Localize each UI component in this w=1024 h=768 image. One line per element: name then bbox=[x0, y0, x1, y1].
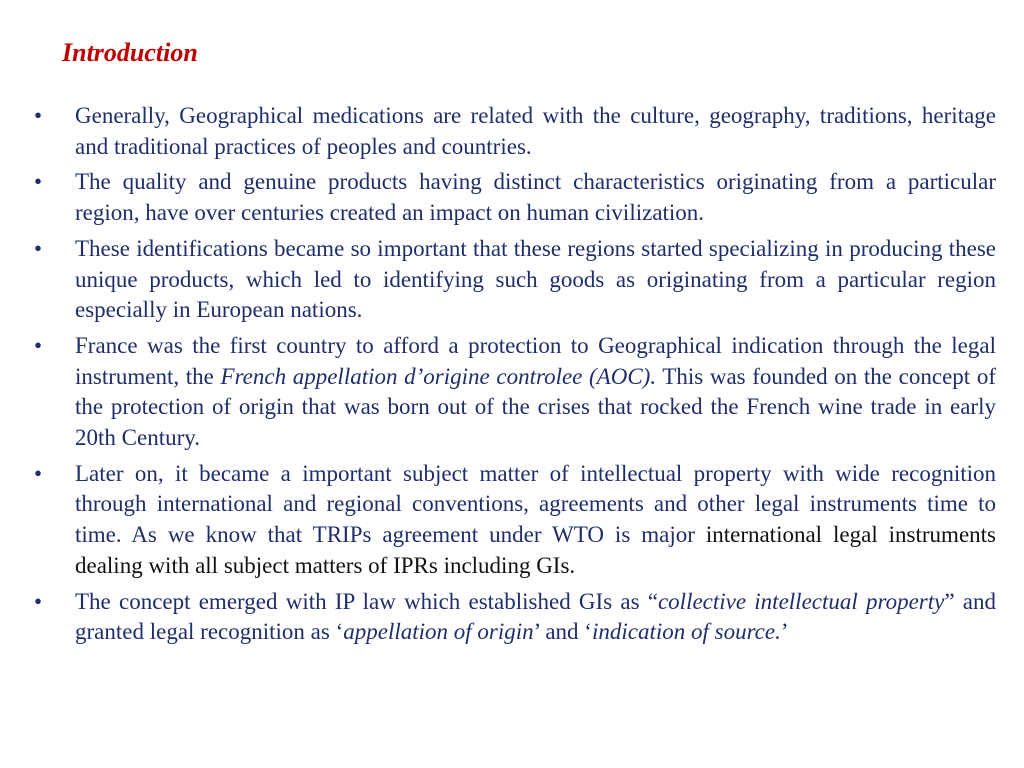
bullet-text: Later on, it became a important subject matter of intellectual property with wide recognition through international and regional conventions, agreements and other legal instruments time to time. As we know that TRIPs agreement under WTO is major bbox=[75, 460, 996, 548]
bullet-dot-icon: • bbox=[34, 169, 43, 195]
bullet-text: France was the first country to afford a protection to Geographical indication through the legal instrument, the bbox=[75, 332, 996, 389]
bullet-text: ” and granted legal recognition as ‘ bbox=[75, 588, 996, 645]
bullet-italic-text: appellation of origin bbox=[343, 619, 534, 645]
bullet-black-text: international legal instruments dealing with all subject matters of IPRs including GIs. bbox=[75, 522, 996, 578]
bullet-text: ’ bbox=[780, 619, 789, 645]
bullet-item-3 bbox=[30, 234, 996, 326]
bullet-text: The quality and genuine products having distinct characteristics originating from a particular region, have over centuries created an impact on human civilization. bbox=[75, 169, 996, 226]
bullet-text: This was founded on the concept of the protection of origin that was born out of the crises that rocked the French wine trade in early 20th Century. bbox=[75, 363, 996, 451]
bullet-dot-icon: • bbox=[34, 332, 43, 358]
bullet-italic-text: indication of source. bbox=[591, 619, 781, 645]
slide-title: Introduction bbox=[62, 38, 198, 67]
bullet-text: The concept emerged with IP law which established GIs as “ bbox=[75, 588, 658, 614]
bullet-item-4 bbox=[30, 331, 996, 454]
bullet-item-5 bbox=[30, 459, 996, 582]
bullet-text: These identifications became so important that these regions started specializing in producing these unique products, which led to identifying such goods as originating from a particular region especially in European nations. bbox=[75, 235, 996, 323]
bullet-italic-text: French appellation d’origine controlee (AOC). bbox=[220, 363, 657, 389]
bullet-list bbox=[30, 101, 996, 653]
bullet-item-2 bbox=[30, 167, 996, 228]
bullet-italic-text: collective intellectual property bbox=[657, 588, 945, 614]
bullet-item-1 bbox=[30, 101, 996, 162]
bullet-text: ’ and ‘ bbox=[533, 619, 592, 645]
bullet-dot-icon: • bbox=[34, 588, 43, 614]
bullet-item-6 bbox=[30, 587, 996, 648]
bullet-dot-icon: • bbox=[34, 460, 43, 486]
bullet-dot-icon: • bbox=[34, 103, 43, 128]
bullet-dot-icon: • bbox=[34, 235, 43, 261]
bullet-text: Generally, Geographical medications are related with the culture, geography, traditions, heritage and traditional practices of peoples and countries. bbox=[75, 103, 996, 159]
